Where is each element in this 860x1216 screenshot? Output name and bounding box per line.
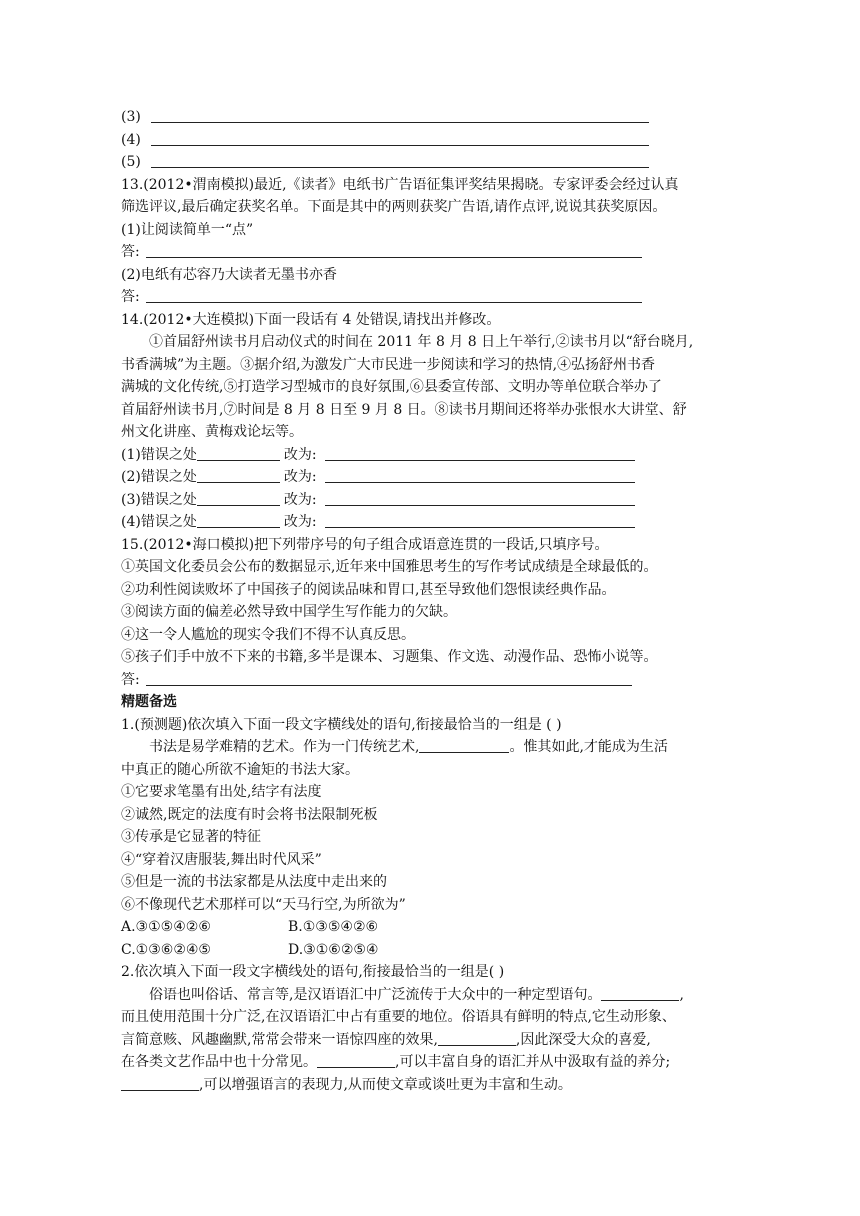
p2-paragraph-line: 言简意赅、风趣幽默,常常会带来一语惊四座的效果, ,因此深受大众的喜爱, [121, 1031, 651, 1048]
p2-stem: 2.依次填入下面一段文字横线处的语句,衔接最恰当的一组是( ) [121, 964, 505, 980]
q14-paragraph-line: ①首届舒州读书月启动仪式的时间在 2011 年 8 月 8 日上午举行,②读书月以“舒台晓月, [149, 334, 694, 350]
q14-error-row: (4)错误之处 改为: [121, 511, 761, 534]
q14-paragraph-line: 州文化讲座、黄梅戏论坛等。 [121, 424, 303, 440]
section-title: 精题备选 [121, 694, 177, 710]
p2-paragraph-line: ,可以增强语言的表现力,从而使文章或谈吐更为丰富和生动。 [121, 1074, 761, 1097]
p1-options-row [121, 916, 761, 939]
q14-paragraph-line: 首届舒州读书月,⑦时间是 8 月 8 日至 9 月 8 日。⑧读书月期间还将举办张恨水大讲堂、舒 [121, 401, 687, 418]
option-a[interactable]: A.③①⑤④②⑥ [121, 919, 211, 935]
main-content [121, 106, 761, 1096]
p1-sentence: ④“穿着汉唐服装,舞出时代风采” [121, 851, 322, 868]
p2-paragraph-line: 在各类文艺作品中也十分常见。 ,可以丰富自身的语汇并从中汲取有益的养分; [121, 1054, 671, 1070]
q14-paragraph-line: 书香满城”为主题。③据介绍,为激发广大市民进一步阅读和学习的热情,④弘扬舒州书香 [121, 356, 656, 373]
p1-sentence: ⑤但是一流的书法家都是从法度中走出来的 [121, 874, 387, 890]
q14-error-row: (1)错误之处 改为: [121, 444, 761, 467]
q14-paragraph-line: 满城的文化传统,⑤打造学习型城市的良好氛围,⑥县委宣传部、文明办等单位联合举办了 [121, 379, 662, 395]
p1-sentence: ③传承是它显著的特征 [121, 829, 261, 845]
q14-error-row: (2)错误之处 改为: [121, 466, 761, 489]
q14-error-row: (3)错误之处 改为: [121, 489, 761, 512]
answer-line: (3) [121, 106, 761, 129]
p1-sentence: ①它要求笔墨有出处,结字有法度 [121, 784, 322, 800]
answer-line: (4) [121, 129, 761, 152]
option-b[interactable]: B.①③⑤④②⑥ [288, 919, 379, 935]
q14-stem: 14.(2012•大连模拟)下面一段话有 4 处错误,请找出并修改。 [121, 311, 501, 328]
q15-sentence: ③阅读方面的偏差必然导致中国学生写作能力的欠缺。 [121, 604, 457, 620]
q13-answer2: 答: [121, 286, 761, 309]
option-c[interactable]: C.①③⑥②④⑤ [121, 941, 211, 958]
q13-item1: (1)让阅读简单一“点” [121, 221, 254, 238]
q15-sentence: ②功利性阅读败坏了中国孩子的阅读品味和胃口,甚至导致他们怨恨读经典作品。 [121, 581, 616, 598]
q15-stem: 15.(2012•海口模拟)把下列带序号的句子组合成语意连贯的一段话,只填序号。 [121, 536, 609, 553]
q15-answer: 答: [121, 669, 761, 692]
q13-stem-line1: 13.(2012•渭南模拟)最近,《读者》电纸书广告语征集评奖结果揭晓。专家评委会经过认真 [121, 176, 679, 193]
q15-sentence: ⑤孩子们手中放不下来的书籍,多半是课本、习题集、作文选、动漫作品、恐怖小说等。 [121, 649, 658, 665]
q15-sentence: ①英国文化委员会公布的数据显示,近年来中国雅思考生的写作考试成绩是全球最低的。 [121, 559, 658, 575]
p1-paragraph-line1: 书法是易学难精的艺术。作为一门传统艺术, 。惟其如此,才能成为生活 [149, 739, 668, 755]
p1-sentence: ②诚然,既定的法度有时会将书法限制死板 [121, 806, 378, 823]
p1-options-row [121, 939, 761, 962]
p1-sentence: ⑥不像现代艺术那样可以“天马行空,为所欲为” [121, 896, 406, 913]
option-d[interactable]: D.③①⑥②⑤④ [288, 941, 379, 958]
p1-paragraph-line2: 中真正的随心所欲不逾矩的书法大家。 [121, 761, 359, 778]
p2-paragraph-line: 而且使用范围十分广泛,在汉语语汇中占有重要的地位。俗语具有鲜明的特点,它生动形象、 [121, 1009, 676, 1025]
p1-stem: 1.(预测题)依次填入下面一段文字横线处的语句,衔接最恰当的一组是 ( ) [121, 716, 562, 733]
q13-item2: (2)电纸有芯容乃大读者无墨书亦香 [121, 266, 337, 283]
q13-answer1: 答: [121, 241, 761, 264]
q13-stem-line2: 筛选评议,最后确定获奖名单。下面是其中的两则获奖广告语,请作点评,说说其获奖原因。 [121, 199, 667, 215]
p2-paragraph-line: 俗语也叫俗话、常言等,是汉语语汇中广泛流传于大众中的一种定型语句。 , [149, 986, 684, 1003]
answer-line: (5) [121, 151, 761, 174]
q15-sentence: ④这一令人尴尬的现实令我们不得不认真反思。 [121, 626, 415, 643]
